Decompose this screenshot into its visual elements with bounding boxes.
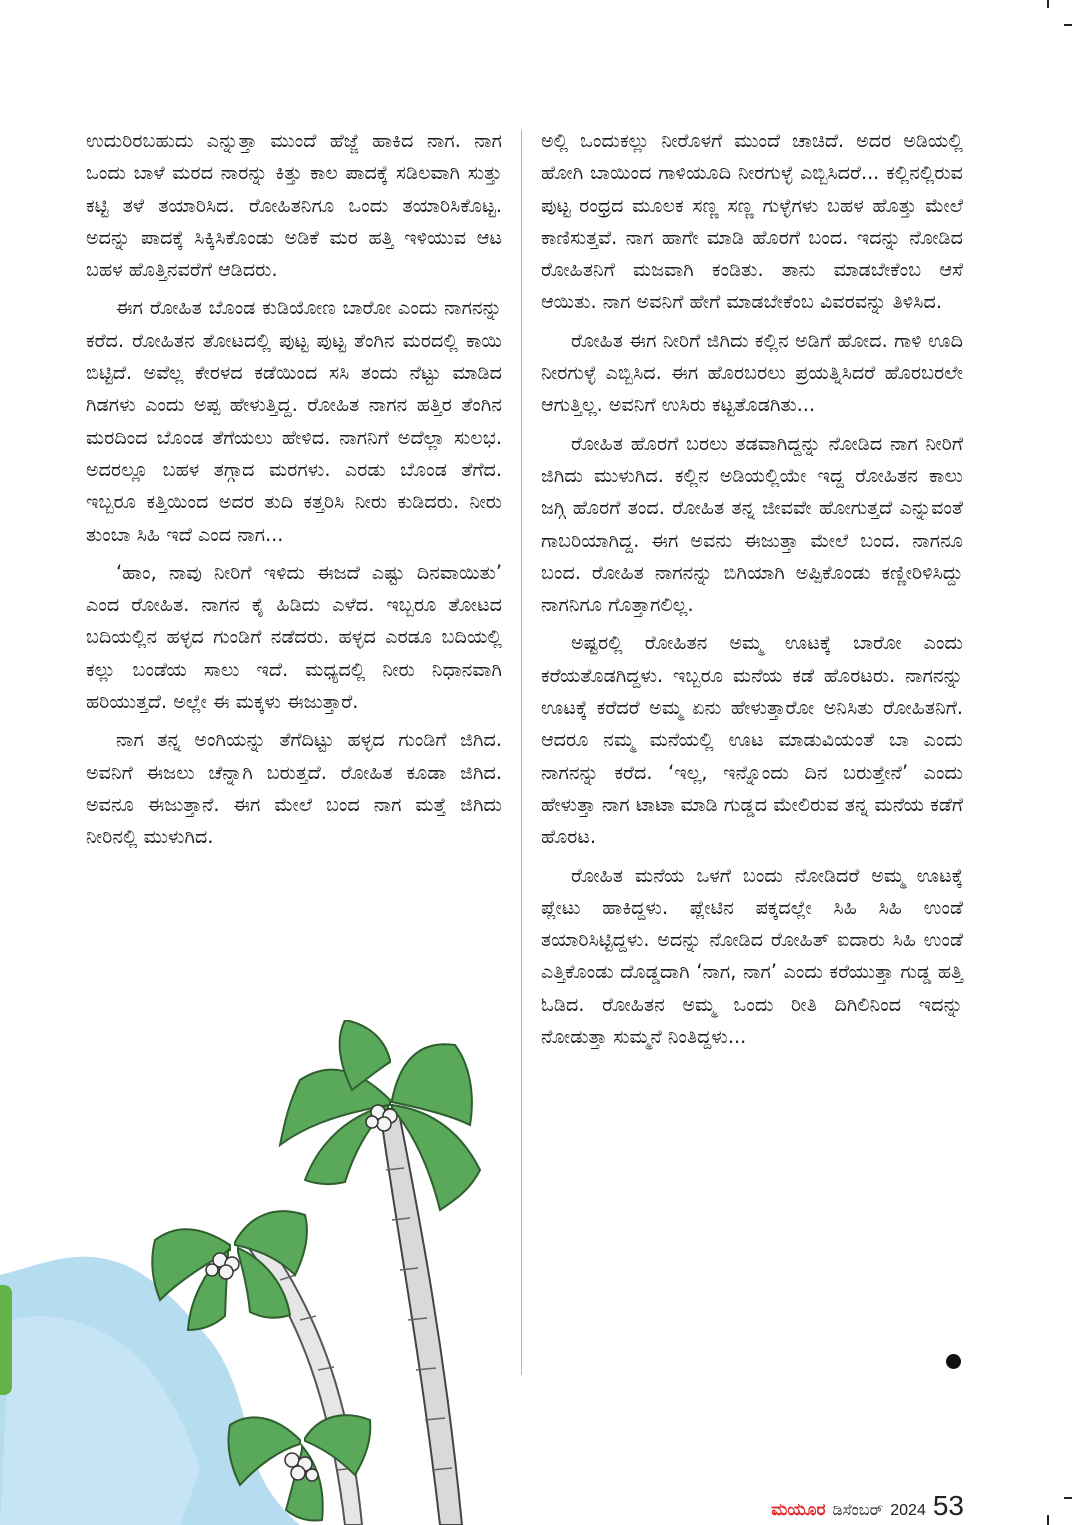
paragraph: ರೋಹಿತ ಈಗ ನೀರಿಗೆ ಜಿಗಿದು ಕಲ್ಲಿನ ಅಡಿಗೆ ಹೋದ. ಗಾಳಿ ಊದಿ ನೀರಗುಳ್ಳೆ ಎಬ್ಬಿಸಿದ. ಈಗ ಹೊರಬರಲು ಪ್ರಯತ್ನಿಸಿದರೆ ಹೊರಬರಲೇ ಆಗುತ್ತಿಲ್ಲ. ಅವನಿಗೆ ಉಸಿರು ಕಟ್ಟತೊಡಗಿತು... [541,328,963,417]
page-footer [771,1490,964,1522]
paragraph: ರೋಹಿತ ಮನೆಯ ಒಳಗೆ ಬಂದು ನೋಡಿದರೆ ಅಮ್ಮ ಊಟಕ್ಕೆ ಪ್ಲೇಟು ಹಾಕಿದ್ದಳು. ಪ್ಲೇಟಿನ ಪಕ್ಕದಲ್ಲೇ ಸಿಹಿ ಸಿಹಿ ಉಂಡೆ ತಯಾರಿಸಿಟ್ಟಿದ್ದಳು. ಅದನ್ನು ನೋಡಿದ ರೋಹಿತ್ ಐದಾರು ಸಿಹಿ ಉಂಡೆ ಎತ್ತಿಕೊಂಡು ದೊಡ್ಡದಾಗಿ ‘ನಾಗ, ನಾಗ’ ಎಂದು ಕರೆಯುತ್ತಾ ಗುಡ್ಡ ಹತ್ತಿ ಓಡಿದ. ರೋಹಿತನ ಅಮ್ಮ ಒಂದು ರೀತಿ ದಿಗಿಲಿನಿಂದ ಇದನ್ನು ನೋಡುತ್ತಾ ಸುಮ್ಮನೆ ನಿಂತಿದ್ದಳು... [541,863,963,1049]
paragraph: ಅಷ್ಟರಲ್ಲಿ ರೋಹಿತನ ಅಮ್ಮ ಊಟಕ್ಕೆ ಬಾರೋ ಎಂದು ಕರೆಯತೊಡಗಿದ್ದಳು. ಇಬ್ಬರೂ ಮನೆಯ ಕಡೆ ಹೊರಟರು. ನಾಗನನ್ನು ಊಟಕ್ಕೆ ಕರೆದರೆ ಅಮ್ಮ ಏನು ಹೇಳುತ್ತಾರೋ ಅನಿಸಿತು ರೋಹಿತನಿಗೆ. ಆದರೂ ನಮ್ಮ ಮನೆಯಲ್ಲಿ ಊಟ ಮಾಡುವಿಯಂತೆ ಬಾ ಎಂದು ನಾಗನನ್ನು ಕರೆದ. ‘ಇಲ್ಲ, ಇನ್ನೊಂದು ದಿನ ಬರುತ್ತೇನೆ’ ಎಂದು ಹೇಳುತ್ತಾ ನಾಗ ಟಾಟಾ ಮಾಡಿ ಗುಡ್ಡದ ಮೇಲಿರುವ ತನ್ನ ಮನೆಯ ಕಡೆಗೆ ಹೊರಟ. [541,631,963,849]
crop-mark-bottom-right [1047,1515,1049,1525]
magazine-name: ಮಯೂರ [771,1500,826,1519]
paragraph: ಉದುರಿರಬಹುದು ಎನ್ನುತ್ತಾ ಮುಂದೆ ಹೆಜ್ಜೆ ಹಾಕಿದ ನಾಗ. ನಾಗ ಒಂದು ಬಾಳೆ ಮರದ ನಾರನ್ನು ಕಿತ್ತು ಕಾಲ ಪಾದಕ್ಕೆ ಸಡಿಲವಾಗಿ ಸುತ್ತು ಕಟ್ಟಿ ತಳೆ ತಯಾರಿಸಿದ. ರೋಹಿತನಿಗೂ ಒಂದು ತಯಾರಿಸಿಕೊಟ್ಟ. ಅದನ್ನು ಪಾದಕ್ಕೆ ಸಿಕ್ಕಿಸಿಕೊಂಡು ಅಡಿಕೆ ಮರ ಹತ್ತಿ ಇಳಿಯುವ ಆಟ ಬಹಳ ಹೊತ್ತಿನವರೆಗೆ ಆಡಿದರು. [86,129,502,282]
crop-mark-right-lower [1064,1497,1072,1499]
paragraph: ಅಲ್ಲಿ ಒಂದುಕಲ್ಲು ನೀರೊಳಗೆ ಮುಂದೆ ಚಾಚಿದೆ. ಅದರ ಅಡಿಯಲ್ಲಿ ಹೋಗಿ ಬಾಯಿಂದ ಗಾಳಿಯೂದಿ ನೀರಗುಳ್ಳೆ ಎಬ್ಬಿಸಿದರೆ... ಕಲ್ಲಿನಲ್ಲಿರುವ ಪುಟ್ಟ ರಂಧ್ರದ ಮೂಲಕ ಸಣ್ಣ ಸಣ್ಣ ಗುಳ್ಳೆಗಳು ಬಹಳ ಹೊತ್ತು ಮೇಲೆ ಕಾಣಿಸುತ್ತವೆ. ನಾಗ ಹಾಗೇ ಮಾಡಿ ಹೊರಗೆ ಬಂದ. ಇದನ್ನು ನೋಡಿದ ರೋಹಿತನಿಗೆ ಮಜವಾಗಿ ಕಂಡಿತು. ತಾನು ಮಾಡಬೇಕೆಂಬ ಆಸೆ ಆಯಿತು. ನಾಗ ಅವನಿಗೆ ಹೇಗೆ ಮಾಡಬೇಕೆಂಬ ವಿವರವನ್ನು ತಿಳಿಸಿದ. [541,129,963,314]
paragraph: ‘ಹಾಂ, ನಾವು ನೀರಿಗೆ ಇಳಿದು ಈಜದೆ ಎಷ್ಟು ದಿನವಾಯಿತು’ ಎಂದ ರೋಹಿತ. ನಾಗನ ಕೈ ಹಿಡಿದು ಎಳೆದ. ಇಬ್ಬರೂ ತೋಟದ ಬದಿಯಲ್ಲಿನ ಹಳ್ಳದ ಗುಂಡಿಗೆ ನಡೆದರು. ಹಳ್ಳದ ಎರಡೂ ಬದಿಯಲ್ಲಿ ಕಲ್ಲು ಬಂಡೆಯ ಸಾಲು ಇದೆ. ಮಧ್ಯದಲ್ಲಿ ನೀರು ನಿಧಾನವಾಗಿ ಹರಿಯುತ್ತದೆ. ಅಲ್ಲೇ ಈ ಮಕ್ಕಳು ಈಜುತ್ತಾರೆ. [86,560,502,714]
crop-mark-top-right [1047,0,1049,8]
column-divider [521,130,522,1375]
paragraph: ರೋಹಿತ ಹೊರಗೆ ಬರಲು ತಡವಾಗಿದ್ದನ್ನು ನೋಡಿದ ನಾಗ ನೀರಿಗೆ ಜಿಗಿದು ಮುಳುಗಿದ. ಕಲ್ಲಿನ ಅಡಿಯಲ್ಲಿಯೇ ಇದ್ದ ರೋಹಿತನ ಕಾಲು ಜಗ್ಗಿ ಹೊರಗೆ ತಂದ. ರೋಹಿತ ತನ್ನ ಜೀವವೇ ಹೋಗುತ್ತದೆ ಎನ್ನುವಂತೆ ಗಾಬರಿಯಾಗಿದ್ದ. ಈಗ ಅವನು ಈಜುತ್ತಾ ಮೇಲೆ ಬಂದ. ನಾಗನೂ ಬಂದ. ರೋಹಿತ ನಾಗನನ್ನು ಬಿಗಿಯಾಗಿ ಅಪ್ಪಿಕೊಂಡು ಕಣ್ಣೀರಿಳಿಸಿದ್ದು ನಾಗನಿಗೂ ಗೊತ್ತಾಗಲಿಲ್ಲ. [541,431,963,617]
article-column-right [541,125,963,1059]
coconut-tree-illustration [0,1020,520,1525]
section-tab [0,1285,12,1395]
page-number: 53 [932,1490,964,1521]
issue-month: ಡಿಸೆಂಬರ್ [832,1502,884,1519]
paragraph: ನಾಗ ತನ್ನ ಅಂಗಿಯನ್ನು ತೆಗೆದಿಟ್ಟು ಹಳ್ಳದ ಗುಂಡಿಗೆ ಜಿಗಿದ. ಅವನಿಗೆ ಈಜಲು ಚೆನ್ನಾಗಿ ಬರುತ್ತದೆ. ರೋಹಿತ ಕೂಡಾ ಜಿಗಿದ. ಅವನೂ ಈಜುತ್ತಾನೆ. ಈಗ ಮೇಲೆ ಬಂದ ನಾಗ ಮತ್ತೆ ಜಿಗಿದು ನೀರಿನಲ್ಲಿ ಮುಳುಗಿದ. [86,728,502,849]
issue-year: 2024 [890,1502,926,1519]
end-mark-bullet [946,1354,961,1369]
crop-mark-right-upper [1064,24,1072,26]
paragraph: ಈಗ ರೋಹಿತ ಬೊಂಡ ಕುಡಿಯೋಣ ಬಾರೋ ಎಂದು ನಾಗನನ್ನು ಕರೆದ. ರೋಹಿತನ ತೋಟದಲ್ಲಿ ಪುಟ್ಟ ಪುಟ್ಟ ತೆಂಗಿನ ಮರದಲ್ಲಿ ಕಾಯಿ ಬಿಟ್ಟಿದೆ. ಅವೆಲ್ಲ ಕೇರಳದ ಕಡೆಯಿಂದ ಸಸಿ ತಂದು ನೆಟ್ಟು ಮಾಡಿದ ಗಿಡಗಳು ಎಂದು ಅಪ್ಪ ಹೇಳುತ್ತಿದ್ದ. ರೋಹಿತ ನಾಗನ ಹತ್ತಿರ ತೆಂಗಿನ ಮರದಿಂದ ಬೊಂಡ ತೆಗೆಯಲು ಹೇಳಿದ. ನಾಗನಿಗೆ ಅದೆಲ್ಲಾ ಸುಲಭ. ಅದರಲ್ಲೂ ಬಹಳ ತಗ್ಗಾದ ಮರಗಳು. ಎರಡು ಬೊಂಡ ತೆಗೆದ. ಇಬ್ಬರೂ ಕತ್ತಿಯಿಂದ ಅದರ ತುದಿ ಕತ್ತರಿಸಿ ನೀರು ಕುಡಿದರು. ನೀರು ತುಂಬಾ ಸಿಹಿ ಇದೆ ಎಂದ ನಾಗ... [86,296,502,546]
article-column-left [86,125,502,860]
